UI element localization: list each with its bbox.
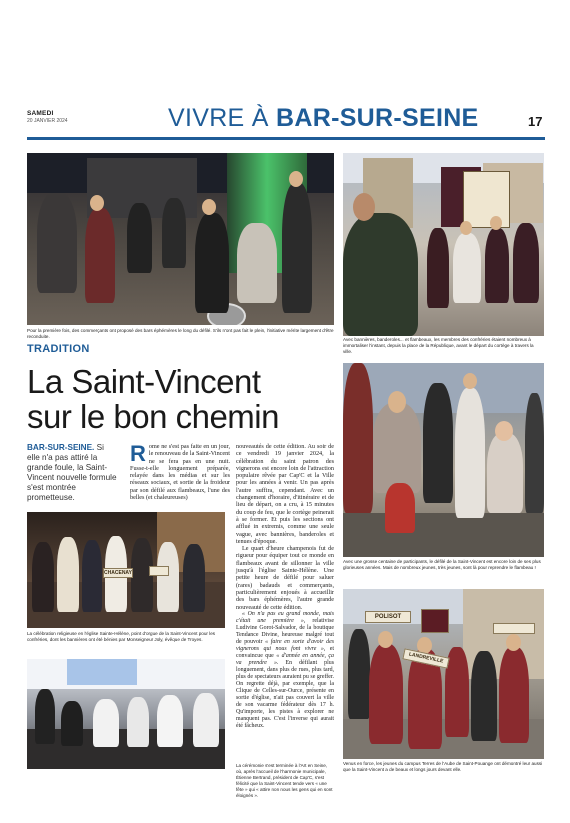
page-number: 17 xyxy=(528,114,543,129)
sign-chacenay: CHACENAY xyxy=(104,570,132,576)
photo-confreries-banners xyxy=(343,153,544,336)
section-title xyxy=(168,104,479,132)
caption-harmonie-concert: La cérémonie s'est terminée à l'Art en Seine, où, après l'accueil de l'harmonie municipale, Étienne Bertrand, président de Cap'C, s'est félicité que la Saint-Vincent tende vers « une fête » qui « attire non nous les gens qui en sont éloignés ». xyxy=(236,763,333,798)
photo-street-bars xyxy=(27,153,334,325)
photo-church-ceremony xyxy=(27,512,225,628)
sign-loches xyxy=(421,609,449,633)
lead-city: BAR-SUR-SEINE. xyxy=(27,443,95,452)
lead-text: Si elle n'a pas attiré la grande foule, la Saint-Vincent nouvelle formule s'est montrée prometteuse. xyxy=(27,443,117,502)
sign-church-small xyxy=(149,566,169,576)
section-city: BAR-SUR-SEINE xyxy=(276,104,479,132)
article-column-2 xyxy=(236,443,334,730)
article-kicker: TRADITION xyxy=(27,343,90,355)
column-2-para-b: Le quart d'heure champenois fut de rigueur pour équiper tout ce monde en flambeaux avant de sillonner la ville jusqu'à l'église Sainte-Hélène. Une petite heure de défilé pour saluer (rares) badauds et commerçants, particulièrement enjoués à accueillir des bars éphémères, l'autre grande nouveauté de cette édition. xyxy=(236,545,334,611)
sign-virey xyxy=(493,623,535,634)
photo-campus-youth xyxy=(343,589,544,759)
section-prefix: VIVRE À xyxy=(168,104,269,132)
caption-street-bars: Pour la première fois, des commerçants ont proposé des bars éphémères le long du défilé. S'ils n'ont pas fait le plein, l'initiative mérite largement d'être reconduite. xyxy=(27,328,334,339)
caption-campus-youth: Venus en force, les jeunes du campus Terres de l'Aube de Saint-Pouange ont démontré leur aussi que la Saint-Vincent a de beaux et longs jours devant elle. xyxy=(343,761,543,772)
header-date: 20 JANVIER 2024 xyxy=(27,118,68,124)
caption-church-ceremony: La célébration religieuse en l'église Sainte-Hélène, point d'orgue de la Saint-Vincent pour les confréries, dont les bannières ont été bénies par Monseigneur Joly, évêque de Troyes. xyxy=(27,631,216,642)
quote-2: « faire en sorte d'avoir des vignerons qui nous font vivre » xyxy=(236,638,334,652)
article-column-1 xyxy=(130,443,230,501)
article-title-line2: sur le bon chemin xyxy=(27,398,279,435)
article-title-line1: La Saint-Vincent xyxy=(27,363,261,400)
quote-1: « On n'a pas eu grand monde, mais c'était une première » xyxy=(236,610,334,624)
caption-confreries-banners: Avec bannières, banderoles... et flambeaux, les membres des confréries étaient nombreux à immortaliser l'instant, depuis la place de la République, avant le départ du cortège à travers la ville. xyxy=(343,337,534,354)
sign-polisot: POLISOT xyxy=(365,611,411,623)
quote-3: « d'année en année, ça va prendre » xyxy=(236,652,334,666)
column-2-para-a: nouveautés de cette édition. Au soir de ce vendredi 19 janvier 2024, la célébration du saint patron des vignerons est encore loin de l'attraction populaire rêvée par Cap'C et la Ville pour les années à venir. Un pas après l'autre suffira, cependant. Avec un changement d'horaire, d'itinéraire et de lieu de départ, on a cru, à 15 minutes du coup de feu, que le cortège peinerait à se former. Et puis les sections ont afflué in extremis, comme une seule vague, avec bannières, banderoles et tenues d'époque. xyxy=(236,443,334,545)
caption-children-torches: Avec une grosse centaine de participants, le défilé de la Saint-Vincent est encore loin de ses plus glorieuses années. Mais de nombreux jeunes, très jeunes, sont là pour reprendre le flambeau ! xyxy=(343,559,541,570)
photo-harmonie-concert xyxy=(27,659,225,769)
header-day: SAMEDI xyxy=(27,110,54,117)
column-1-text: ome ne s'est pas faite en un jour, le renouveau de la Saint-Vincent ne se fera pas en une nuit. Fusse-t-elle longuement préparée, relayée dans les médias et sur les réseaux sociaux, et sortie de la froideur par son défilé aux flambeaux, l'une des belles (et chaleureuses) xyxy=(130,443,230,502)
sign-landreville: LANDREVILLE xyxy=(402,648,449,668)
header-rule xyxy=(27,137,545,140)
photo-children-torches xyxy=(343,363,544,557)
article-title xyxy=(27,364,327,434)
column-2-para-c: « On n'a pas eu grand monde, mais c'était une première », relativise Ludivine Gorot-Salvador, de la boutique Tendance Divine, heureuse malgré tout de pouvoir « faire en sorte d'avoir des vignerons qui nous font vivre », et convaincue que « d'année en année, ça va prendre ». En défilant plus longuement, dans plus de rues, plus tard, plus de spectateurs auraient pu se greffer. On regrette déjà, par exemple, que la Clique de Celles-sur-Ource, présente en sortie d'église, n'ait pas couvert la ville de son vacarme fédérateur dès 17 h. Qu'importe, les pistes à explorer ne manquent pas. C'est l'inverse qui aurait été fâcheux. xyxy=(236,610,334,729)
article-lead xyxy=(27,443,117,503)
dropcap: R xyxy=(130,441,146,466)
